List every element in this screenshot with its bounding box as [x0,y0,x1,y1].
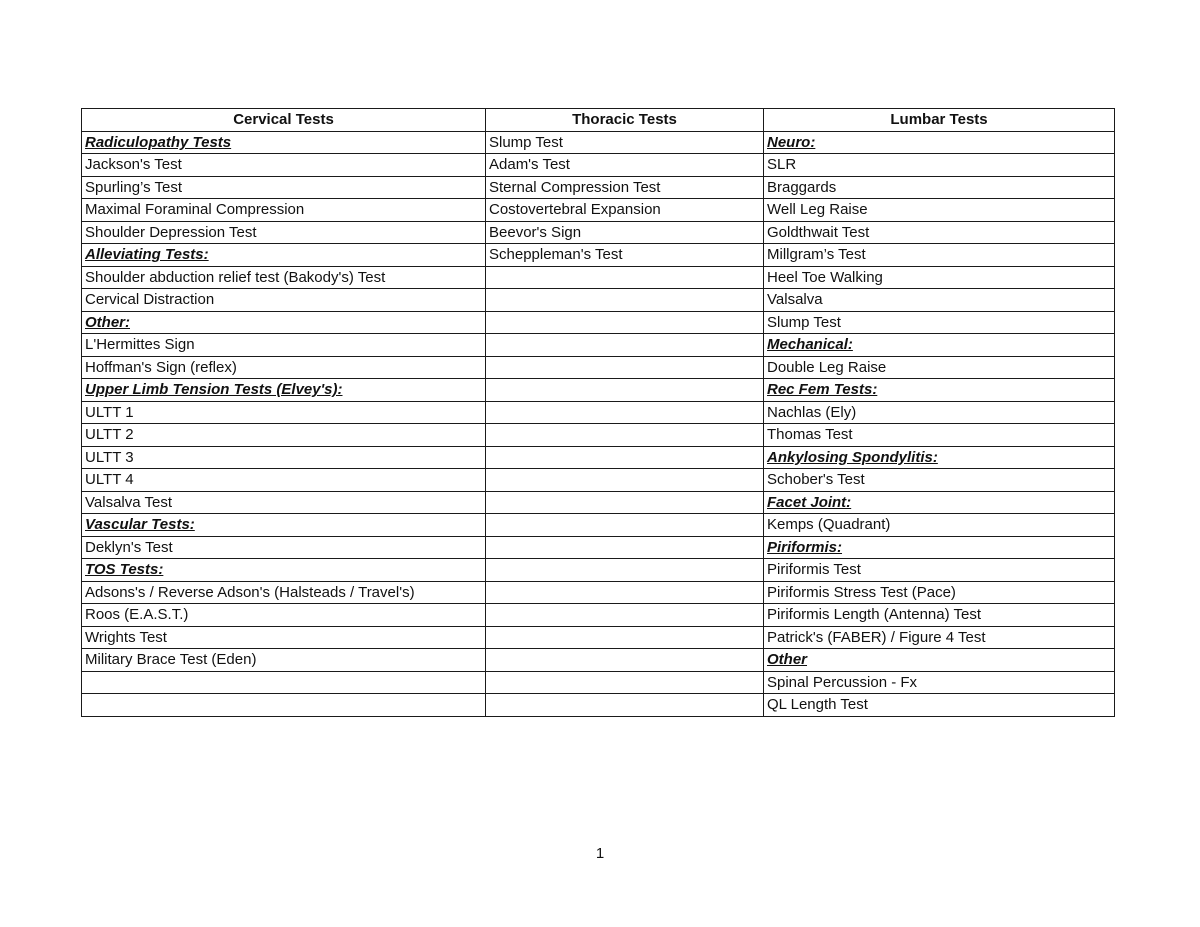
test-cell-cervical: Wrights Test [82,626,486,649]
test-cell-thoracic [486,446,764,469]
table-row [82,176,1115,199]
test-cell-thoracic: Slump Test [486,131,764,154]
column-header-cervical: Cervical Tests [82,109,486,132]
test-cell-thoracic: Beevor's Sign [486,221,764,244]
section-heading-lumbar: Neuro: [764,131,1115,154]
table-row [82,356,1115,379]
test-cell-cervical: Hoffman's Sign (reflex) [82,356,486,379]
test-cell-lumbar: Patrick's (FABER) / Figure 4 Test [764,626,1115,649]
test-cell-lumbar: Piriformis Test [764,559,1115,582]
test-cell-lumbar: Well Leg Raise [764,199,1115,222]
table-row [82,424,1115,447]
test-cell-lumbar: Valsalva [764,289,1115,312]
section-heading-lumbar: Facet Joint: [764,491,1115,514]
test-cell-cervical: ULTT 1 [82,401,486,424]
test-cell-lumbar: Braggards [764,176,1115,199]
test-cell-thoracic [486,694,764,717]
test-cell-thoracic: Adam's Test [486,154,764,177]
section-heading-cervical: Vascular Tests: [82,514,486,537]
tests-table [81,108,1115,717]
test-cell-cervical: Cervical Distraction [82,289,486,312]
test-cell-cervical: Shoulder Depression Test [82,221,486,244]
section-heading-cervical: Upper Limb Tension Tests (Elvey's): [82,379,486,402]
test-cell-lumbar: Piriformis Length (Antenna) Test [764,604,1115,627]
section-heading-lumbar: Other [764,649,1115,672]
test-cell-lumbar: Schober's Test [764,469,1115,492]
table-row [82,334,1115,357]
test-cell-cervical [82,671,486,694]
table-row [82,491,1115,514]
test-cell-thoracic [486,581,764,604]
column-header-lumbar: Lumbar Tests [764,109,1115,132]
test-cell-thoracic [486,424,764,447]
test-cell-thoracic [486,491,764,514]
test-cell-lumbar: Thomas Test [764,424,1115,447]
test-cell-cervical: L'Hermittes Sign [82,334,486,357]
test-cell-thoracic [486,469,764,492]
section-heading-cervical: Other: [82,311,486,334]
test-cell-lumbar: Slump Test [764,311,1115,334]
table-row [82,244,1115,267]
test-cell-thoracic [486,266,764,289]
header-row [82,109,1115,132]
section-heading-lumbar: Ankylosing Spondylitis: [764,446,1115,469]
test-cell-cervical [82,694,486,717]
test-cell-lumbar: Millgram’s Test [764,244,1115,267]
test-cell-lumbar: Goldthwait Test [764,221,1115,244]
test-cell-cervical: ULTT 3 [82,446,486,469]
test-cell-cervical: Spurling’s Test [82,176,486,199]
test-cell-thoracic [486,514,764,537]
table-row [82,199,1115,222]
section-heading-cervical: Alleviating Tests: [82,244,486,267]
section-heading-lumbar: Rec Fem Tests: [764,379,1115,402]
test-cell-thoracic [486,356,764,379]
table-row [82,154,1115,177]
test-cell-thoracic [486,559,764,582]
tests-body [82,131,1115,716]
page-number: 1 [595,845,605,862]
test-cell-cervical: Military Brace Test (Eden) [82,649,486,672]
section-heading-cervical: Radiculopathy Tests [82,131,486,154]
table-row [82,266,1115,289]
test-cell-cervical: Shoulder abduction relief test (Bakody's) Test [82,266,486,289]
section-heading-lumbar: Piriformis: [764,536,1115,559]
table-row [82,649,1115,672]
table-row [82,221,1115,244]
section-heading-lumbar: Mechanical: [764,334,1115,357]
table-row [82,379,1115,402]
test-cell-cervical: Maximal Foraminal Compression [82,199,486,222]
table-row [82,514,1115,537]
table-row [82,604,1115,627]
section-heading-cervical: TOS Tests: [82,559,486,582]
test-cell-cervical: Adsons's / Reverse Adson's (Halsteads / Travel's) [82,581,486,604]
test-cell-cervical: ULTT 4 [82,469,486,492]
test-cell-thoracic [486,289,764,312]
test-cell-cervical: Deklyn's Test [82,536,486,559]
test-cell-thoracic [486,536,764,559]
test-cell-thoracic [486,311,764,334]
table-row [82,289,1115,312]
test-cell-thoracic [486,379,764,402]
table-row [82,559,1115,582]
test-cell-lumbar: Heel Toe Walking [764,266,1115,289]
test-cell-lumbar: Piriformis Stress Test (Pace) [764,581,1115,604]
table-row [82,469,1115,492]
test-cell-cervical: Valsalva Test [82,491,486,514]
table-row [82,626,1115,649]
test-cell-thoracic: Sternal Compression Test [486,176,764,199]
test-cell-lumbar: Double Leg Raise [764,356,1115,379]
test-cell-cervical: Jackson's Test [82,154,486,177]
table-row [82,671,1115,694]
table-row [82,536,1115,559]
column-header-thoracic: Thoracic Tests [486,109,764,132]
table-row [82,311,1115,334]
table-row [82,446,1115,469]
test-cell-thoracic: Scheppleman's Test [486,244,764,267]
table-row [82,131,1115,154]
test-cell-thoracic [486,401,764,424]
test-cell-lumbar: QL Length Test [764,694,1115,717]
test-cell-lumbar: Kemps (Quadrant) [764,514,1115,537]
test-cell-cervical: Roos (E.A.S.T.) [82,604,486,627]
test-cell-thoracic [486,604,764,627]
table-row [82,581,1115,604]
test-cell-thoracic [486,671,764,694]
test-cell-lumbar: Nachlas (Ely) [764,401,1115,424]
test-cell-thoracic: Costovertebral Expansion [486,199,764,222]
test-cell-lumbar: Spinal Percussion - Fx [764,671,1115,694]
test-cell-cervical: ULTT 2 [82,424,486,447]
test-cell-thoracic [486,649,764,672]
test-cell-thoracic [486,334,764,357]
test-cell-thoracic [486,626,764,649]
test-cell-lumbar: SLR [764,154,1115,177]
table-row [82,694,1115,717]
table-row [82,401,1115,424]
